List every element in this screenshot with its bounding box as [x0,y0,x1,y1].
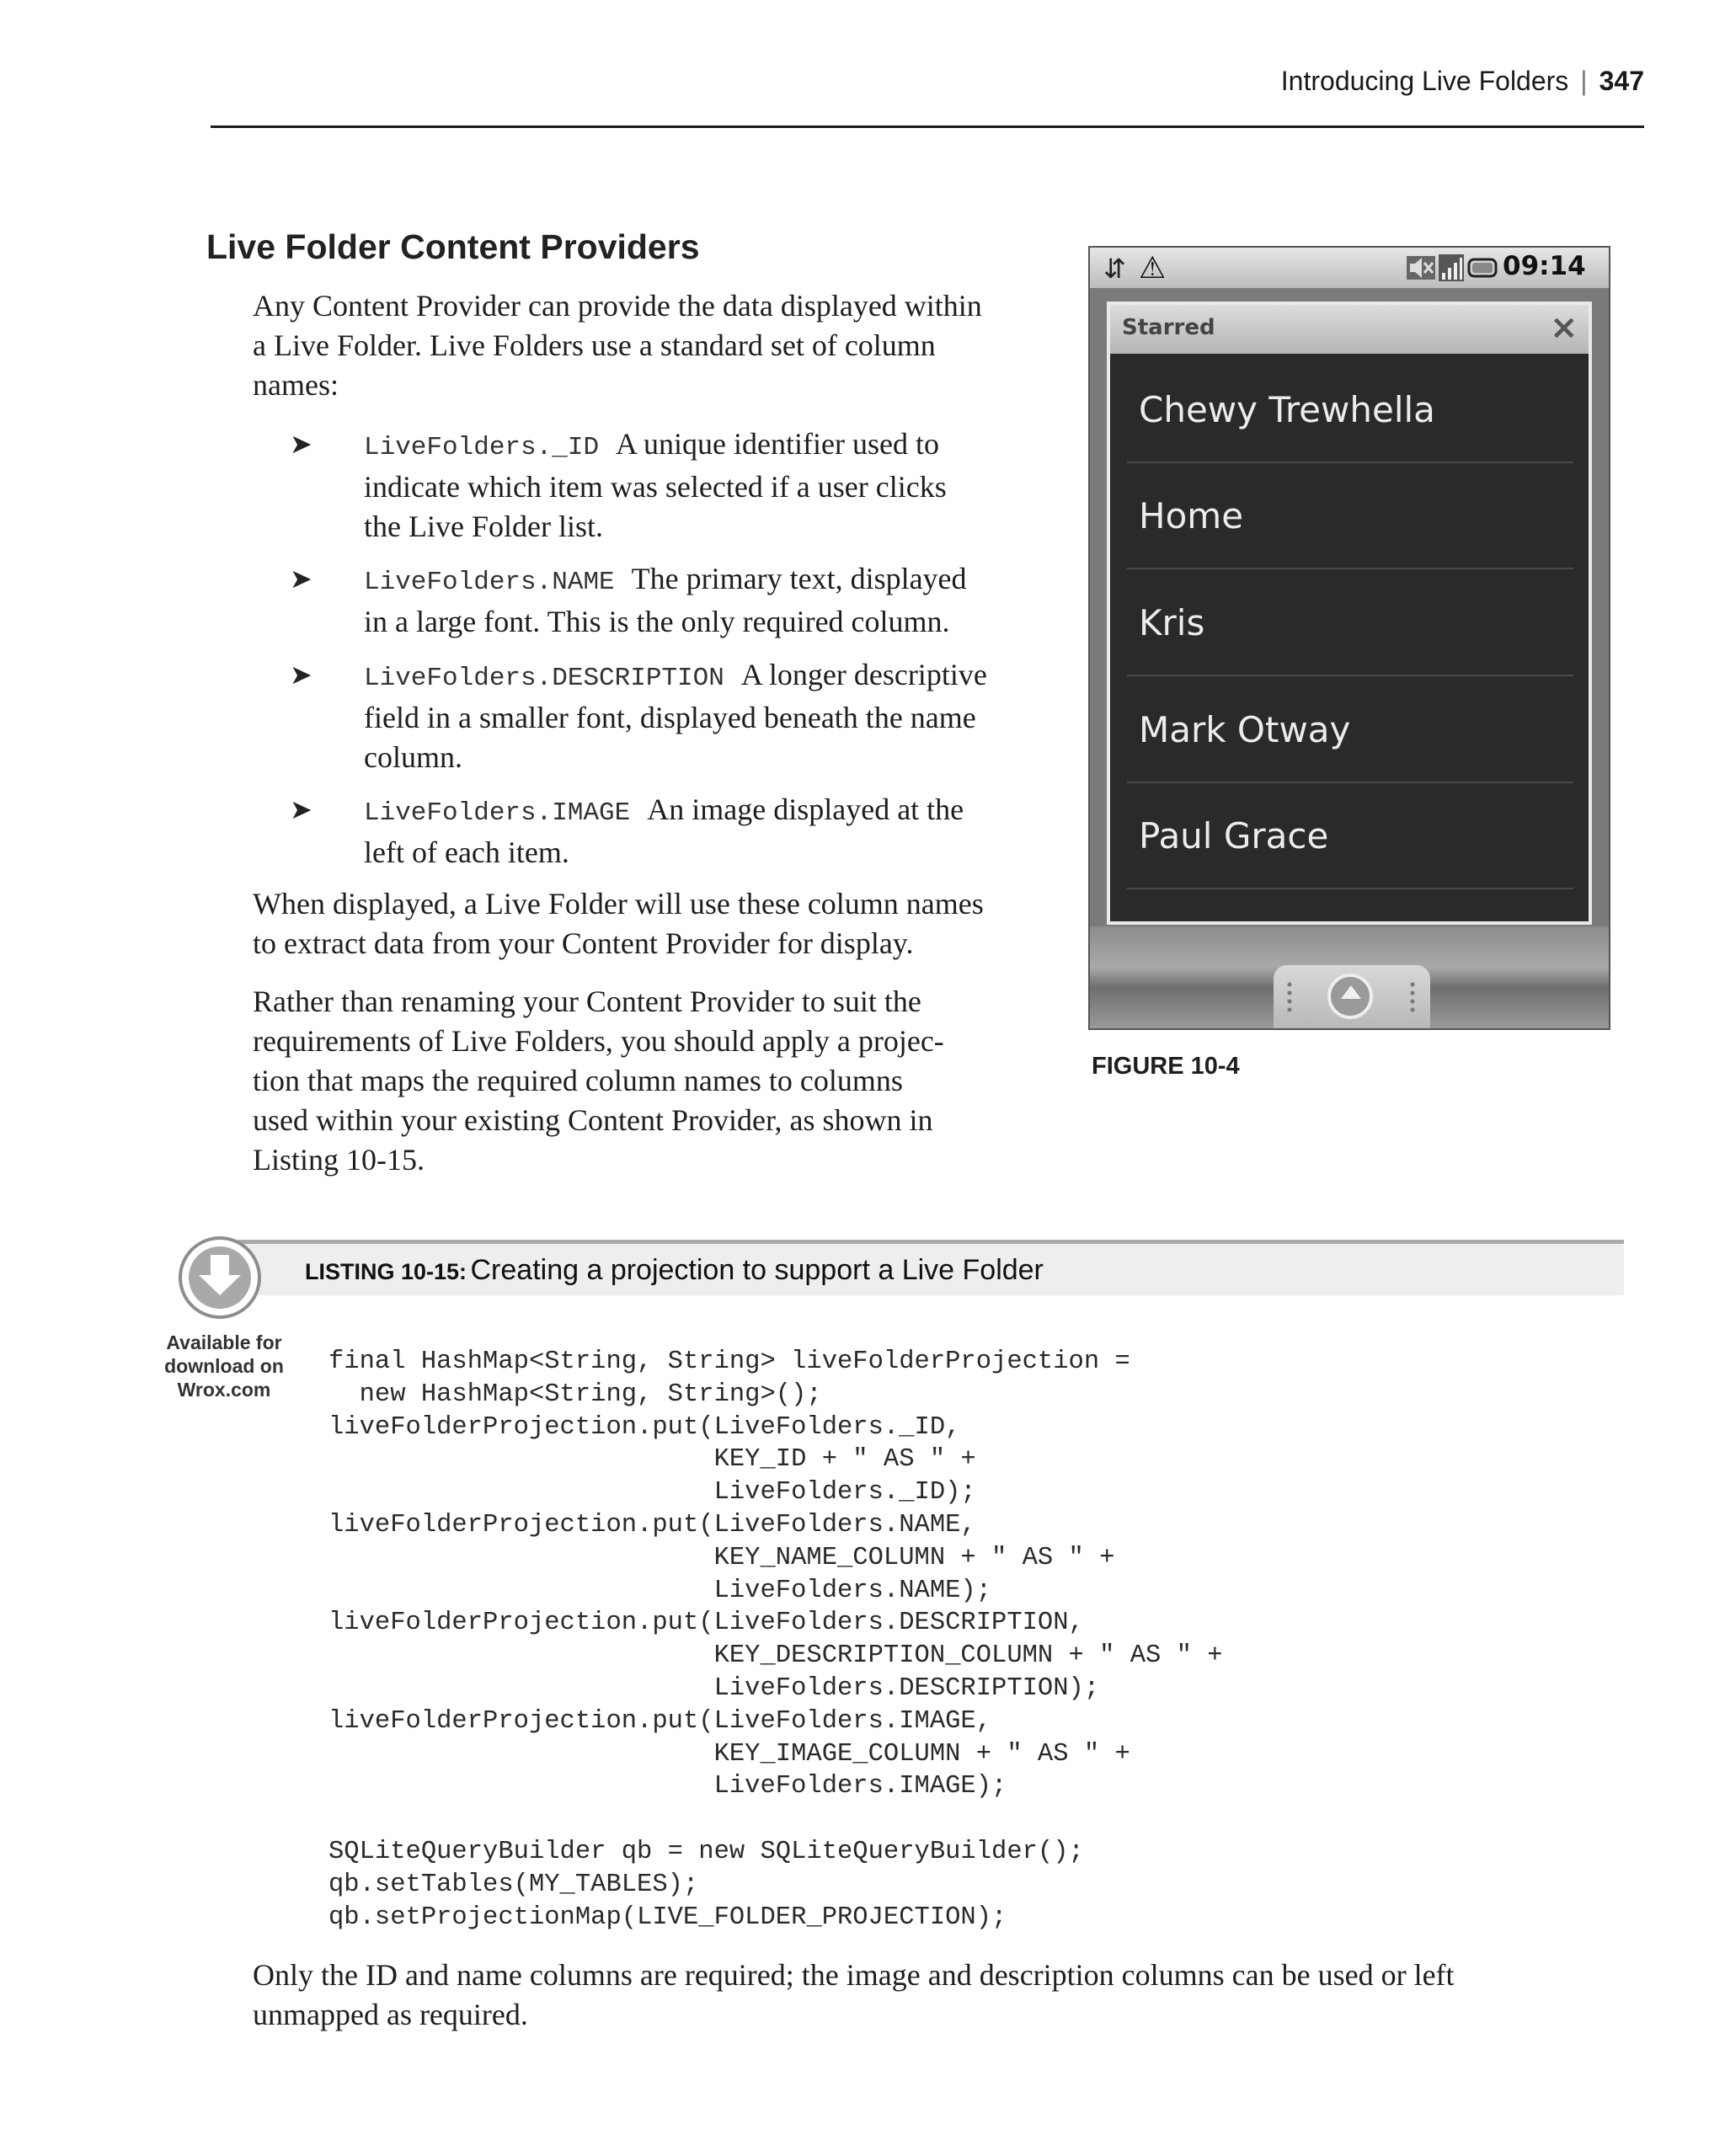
code-line: LiveFolders._ID); [328,1478,976,1508]
figure-caption: FIGURE 10-4 [1092,1053,1240,1080]
text-line: Listing 10-15. [253,1143,425,1177]
text-line: to extract data from your Content Provider for display. [253,926,914,960]
list-divider [1127,568,1573,569]
code-line: qb.setTables(MY_TABLES); [328,1870,699,1899]
text-line: download on [164,1355,284,1377]
list-divider [1127,675,1573,676]
listing-title: Creating a projection to support a Live Folder [470,1254,1044,1286]
text-line: When displayed, a Live Folder will use these column names [253,887,984,921]
list-divider [1127,888,1573,889]
text-line: tion that maps the required column names to columns [253,1064,903,1097]
starred-dialog [1107,302,1592,925]
bullet-item [364,559,967,642]
code-line: qb.setProjectionMap(LIVE_FOLDER_PROJECTION); [328,1903,1007,1932]
text-line: A unique identifier used to [616,427,939,461]
dialog-title-bar [1110,305,1589,354]
listing-header [238,1240,1624,1295]
code-line: LiveFolders.IMAGE); [328,1772,1007,1801]
signal-icon [1439,254,1464,281]
column-name-code: LiveFolders.NAME [364,568,615,597]
column-name-code: LiveFolders.DESCRIPTION [364,664,724,693]
bullet-marker: ➤ [290,793,312,825]
contact-item[interactable]: Paul Grace [1139,815,1329,857]
header-separator: | [1580,66,1588,96]
status-time: 09:14 [1503,251,1586,281]
download-note [157,1331,291,1401]
code-line: LiveFolders.DESCRIPTION); [328,1673,1100,1703]
home-arrow-icon[interactable] [1327,974,1373,1019]
bullet-marker-icon [290,659,312,691]
bullet-marker: ➤ [290,659,312,691]
text-line: in a large font. This is the only required column. [364,605,950,638]
mute-icon [1407,256,1435,280]
code-line [328,1803,1223,1836]
contact-item[interactable]: Home [1139,495,1244,536]
code-line: new HashMap<String, String>(); [328,1380,822,1409]
code-line: liveFolderProjection.put(LiveFolders.NAME, [328,1510,976,1540]
warning-icon: ⚠ [1139,251,1167,286]
battery-icon [1469,259,1496,276]
list-divider [1127,782,1573,783]
header-rule [211,125,1644,128]
body-paragraph [253,982,944,1180]
status-icons [1407,253,1499,283]
listing-number: LISTING 10-15: [305,1259,467,1284]
close-icon[interactable]: × [1550,308,1578,347]
code-line: liveFolderProjection.put(LiveFolders.DESCRIPTION, [328,1609,1084,1638]
text-line: unmapped as required. [253,1998,528,2031]
status-bar [1090,248,1609,288]
text-line: Rather than renaming your Content Provider to suit the [253,985,921,1018]
text-line: the Live Folder list. [364,510,603,543]
contact-item[interactable]: Kris [1139,602,1205,643]
grip-icon [1408,980,1417,1016]
list-divider [1127,462,1573,463]
text-line: a Live Folder. Live Folders use a standard set of column [253,328,936,362]
text-line: An image displayed at the [647,792,964,826]
header-section: Introducing Live Folders [1280,66,1569,96]
code-line: KEY_IMAGE_COLUMN + " AS " + [328,1739,1130,1769]
body-paragraph [253,884,984,963]
code-line: liveFolderProjection.put(LiveFolders._ID, [328,1412,961,1442]
usb-icon: ⇵ [1103,253,1126,285]
text-line: column. [364,740,462,774]
text-line: A longer descriptive [740,658,987,691]
text-line: Available for [166,1331,282,1353]
code-line: SQLiteQueryBuilder qb = new SQLiteQueryBuilder(); [328,1837,1084,1866]
text-line: field in a smaller font, displayed beneath the name [364,701,976,734]
text-line: indicate which item was selected if a user clicks [364,470,947,504]
text-line: left of each item. [364,835,569,869]
phone-screenshot [1088,246,1610,1030]
code-line: KEY_ID + " AS " + [328,1445,976,1475]
bullet-marker: ➤ [290,563,312,595]
closing-paragraph [253,1956,1455,2035]
column-name-code: LiveFolders.IMAGE [364,798,631,828]
code-line: KEY_DESCRIPTION_COLUMN + " AS " + [328,1641,1223,1671]
column-name-code: LiveFolders._ID [364,433,600,462]
text-line: The primary text, displayed [631,562,967,595]
code-line: liveFolderProjection.put(LiveFolders.IMAGE, [328,1706,992,1736]
up-arrow-icon [1341,985,1361,999]
bullet-marker-icon [290,428,312,460]
launcher-dock[interactable] [1274,965,1430,1030]
code-line: final HashMap<String, String> liveFolderProjection = [328,1348,1130,1376]
code-listing [328,1346,1223,1934]
listing-label [305,1254,1044,1287]
contact-item[interactable]: Chewy Trewhella [1139,389,1435,430]
running-header [0,66,1644,97]
bullet-item [364,424,947,547]
code-line: KEY_NAME_COLUMN + " AS " + [328,1543,1115,1572]
bullet-marker-icon [290,563,312,595]
dialog-title: Starred [1122,315,1215,340]
code-line: LiveFolders.NAME); [328,1576,992,1605]
text-line: used within your existing Content Provider, as shown in [253,1103,933,1137]
bullet-marker-icon [290,793,312,825]
text-line: Wrox.com [177,1379,271,1401]
text-line: requirements of Live Folders, you should apply a projec- [253,1024,944,1058]
text-line: names: [253,368,339,402]
intro-paragraph [253,286,982,405]
download-arrow-icon [179,1236,261,1319]
text-line: Only the ID and name columns are required; the image and description columns can be used or left [253,1958,1455,1992]
bullet-item [364,655,987,777]
grip-icon [1285,980,1294,1016]
bullet-marker: ➤ [290,428,312,460]
contact-item[interactable]: Mark Otway [1139,709,1351,750]
page-number: 347 [1599,66,1644,96]
bullet-item [364,790,964,873]
text-line: Any Content Provider can provide the data displayed within [253,289,982,323]
section-title: Live Folder Content Providers [206,227,700,266]
